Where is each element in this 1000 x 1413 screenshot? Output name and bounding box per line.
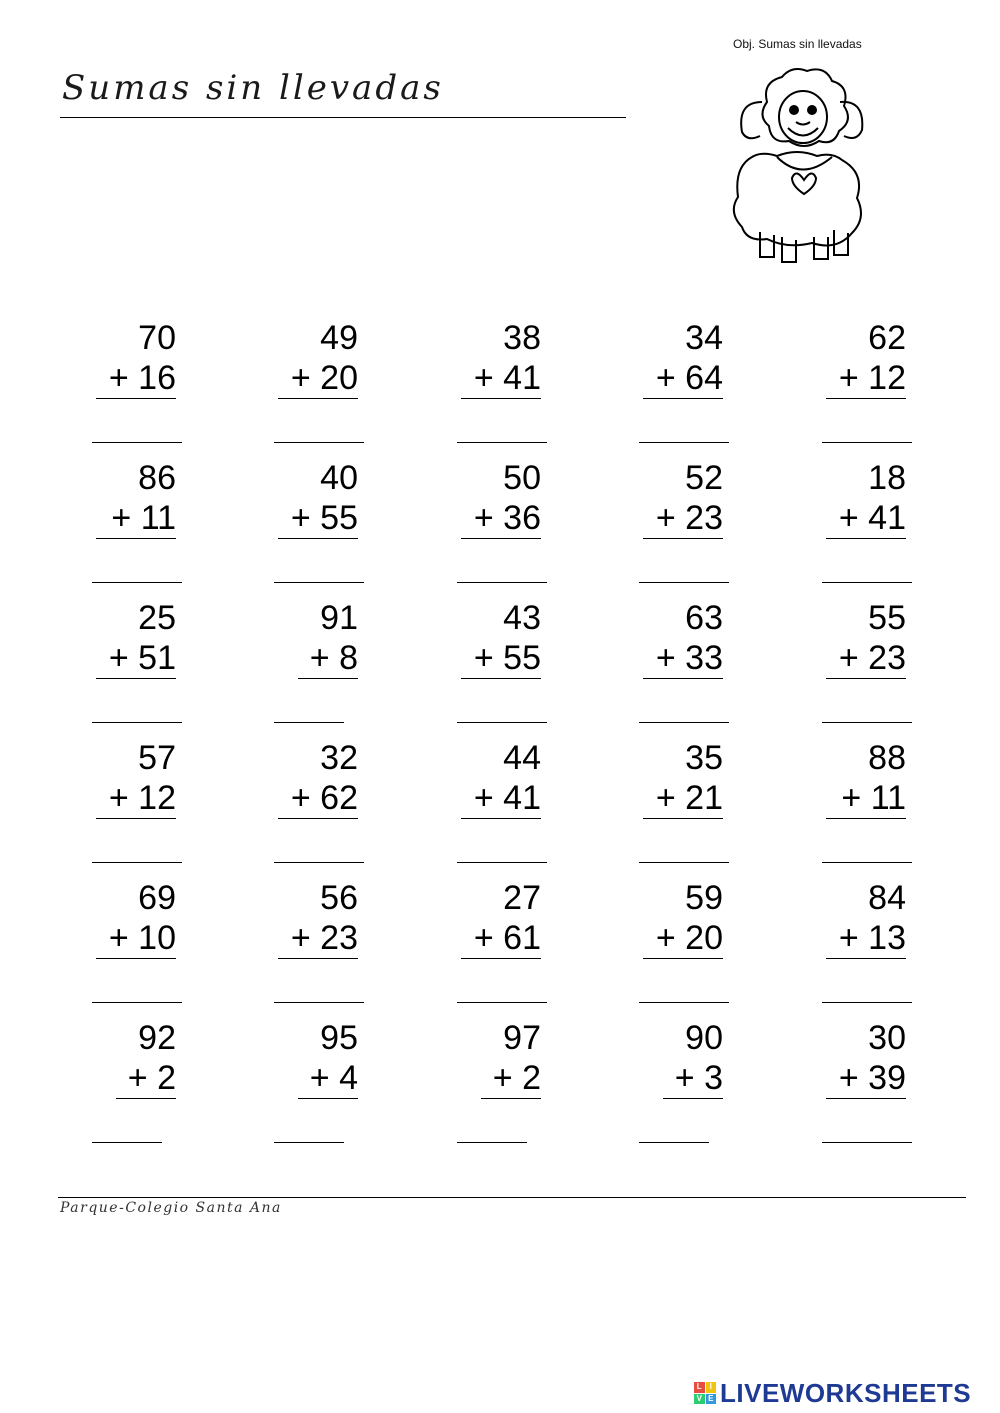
answer-input[interactable] (274, 862, 364, 863)
addend-bottom: + 39 (838, 1059, 906, 1097)
addend-top: 55 (868, 599, 906, 637)
addend-bottom: + 41 (473, 359, 541, 397)
addend-bottom: + 8 (309, 639, 358, 677)
sum-line (461, 398, 541, 399)
addend-top: 91 (320, 599, 358, 637)
addition-problem (421, 458, 541, 598)
addend-top: 59 (685, 879, 723, 917)
addend-bottom: + 36 (473, 499, 541, 537)
addend-bottom: + 10 (108, 919, 176, 957)
addition-problem (421, 1018, 541, 1158)
answer-input[interactable] (457, 722, 547, 723)
addition-problem (238, 878, 358, 1018)
addition-problem (786, 458, 906, 598)
addend-top: 97 (503, 1019, 541, 1057)
addend-bottom: + 4 (309, 1059, 358, 1097)
addend-top: 69 (138, 879, 176, 917)
sum-line (826, 818, 906, 819)
sum-line (461, 538, 541, 539)
answer-input[interactable] (92, 582, 182, 583)
addition-problem (603, 318, 723, 458)
addition-problem (603, 458, 723, 598)
answer-input[interactable] (92, 862, 182, 863)
addend-top: 57 (138, 739, 176, 777)
addition-problem (421, 598, 541, 738)
addition-problem (238, 1018, 358, 1158)
answer-input[interactable] (639, 1002, 729, 1003)
addend-bottom: + 61 (473, 919, 541, 957)
addend-bottom: + 23 (655, 499, 723, 537)
addend-top: 62 (868, 319, 906, 357)
sum-line (461, 818, 541, 819)
addition-problem (421, 878, 541, 1018)
answer-input[interactable] (457, 582, 547, 583)
logo-cell: V (694, 1394, 705, 1405)
sum-line (826, 1098, 906, 1099)
answer-input[interactable] (92, 1002, 182, 1003)
answer-input[interactable] (822, 1142, 912, 1143)
addition-problem (603, 878, 723, 1018)
page-title: Sumas sin llevadas (62, 68, 444, 108)
answer-input[interactable] (274, 582, 364, 583)
answer-input[interactable] (457, 1142, 527, 1143)
sum-line (96, 818, 176, 819)
addition-problem (786, 318, 906, 458)
addition-problem (786, 598, 906, 738)
logo-cell: L (694, 1382, 705, 1393)
addend-top: 95 (320, 1019, 358, 1057)
addend-bottom: + 62 (290, 779, 358, 817)
sum-line (96, 538, 176, 539)
sum-line (826, 398, 906, 399)
answer-input[interactable] (822, 442, 912, 443)
addition-problem (603, 1018, 723, 1158)
school-name: Parque-Colegio Santa Ana (60, 1200, 282, 1216)
sum-line (826, 678, 906, 679)
sum-line (643, 958, 723, 959)
answer-input[interactable] (822, 862, 912, 863)
footer-divider (58, 1197, 966, 1198)
answer-input[interactable] (639, 442, 729, 443)
addend-bottom: + 23 (290, 919, 358, 957)
answer-input[interactable] (274, 1002, 364, 1003)
addition-problem (603, 598, 723, 738)
sum-line (643, 678, 723, 679)
sum-line (116, 1098, 176, 1099)
answer-input[interactable] (639, 722, 729, 723)
objective-label: Obj. Sumas sin llevadas (733, 37, 862, 51)
sum-line (663, 1098, 723, 1099)
brand-text: LIVEWORKSHEETS (720, 1377, 972, 1408)
sheep-illustration (722, 62, 882, 272)
addend-top: 88 (868, 739, 906, 777)
addition-problem (56, 738, 176, 878)
addition-problem (421, 318, 541, 458)
addition-problem (603, 738, 723, 878)
addend-bottom: + 23 (838, 639, 906, 677)
addend-bottom: + 2 (127, 1059, 176, 1097)
addition-problem (56, 318, 176, 458)
answer-input[interactable] (639, 1142, 709, 1143)
answer-input[interactable] (457, 862, 547, 863)
sum-line (643, 398, 723, 399)
answer-input[interactable] (92, 442, 182, 443)
addend-top: 56 (320, 879, 358, 917)
addition-problem (786, 738, 906, 878)
addition-problem (786, 1018, 906, 1158)
answer-input[interactable] (822, 1002, 912, 1003)
addend-top: 52 (685, 459, 723, 497)
addend-top: 43 (503, 599, 541, 637)
liveworksheets-logo-icon (694, 1382, 716, 1404)
answer-input[interactable] (639, 862, 729, 863)
addend-top: 38 (503, 319, 541, 357)
logo-cell: I (706, 1382, 717, 1393)
addend-bottom: + 21 (655, 779, 723, 817)
addend-top: 92 (138, 1019, 176, 1057)
sum-line (643, 818, 723, 819)
addend-top: 34 (685, 319, 723, 357)
addend-bottom: + 51 (108, 639, 176, 677)
addend-bottom: + 11 (111, 499, 176, 537)
addition-problem (238, 458, 358, 598)
sum-line (96, 398, 176, 399)
answer-input[interactable] (457, 442, 547, 443)
addend-bottom: + 13 (838, 919, 906, 957)
addend-bottom: + 41 (473, 779, 541, 817)
answer-input[interactable] (822, 722, 912, 723)
addend-top: 30 (868, 1019, 906, 1057)
sum-line (826, 958, 906, 959)
addend-top: 35 (685, 739, 723, 777)
addend-bottom: + 2 (492, 1059, 541, 1097)
sum-line (278, 538, 358, 539)
addend-bottom: + 11 (841, 779, 906, 817)
addend-bottom: + 12 (838, 359, 906, 397)
addend-top: 32 (320, 739, 358, 777)
addend-bottom: + 64 (655, 359, 723, 397)
addend-top: 27 (503, 879, 541, 917)
sum-line (826, 538, 906, 539)
addend-top: 18 (868, 459, 906, 497)
addition-problem (238, 598, 358, 738)
answer-input[interactable] (639, 582, 729, 583)
addend-bottom: + 20 (290, 359, 358, 397)
addend-bottom: + 20 (655, 919, 723, 957)
addend-top: 49 (320, 319, 358, 357)
addition-problem (56, 598, 176, 738)
sum-line (461, 678, 541, 679)
addition-problem (56, 878, 176, 1018)
answer-input[interactable] (274, 722, 344, 723)
addend-top: 40 (320, 459, 358, 497)
addend-bottom: + 33 (655, 639, 723, 677)
addition-problem (786, 878, 906, 1018)
sum-line (96, 678, 176, 679)
answer-input[interactable] (92, 1142, 162, 1143)
answer-input[interactable] (274, 442, 364, 443)
answer-input[interactable] (92, 722, 182, 723)
addend-top: 44 (503, 739, 541, 777)
sum-line (461, 958, 541, 959)
addition-problem (421, 738, 541, 878)
addend-top: 63 (685, 599, 723, 637)
addend-top: 25 (138, 599, 176, 637)
addend-top: 84 (868, 879, 906, 917)
addend-bottom: + 16 (108, 359, 176, 397)
sum-line (278, 958, 358, 959)
addend-top: 70 (138, 319, 176, 357)
addend-bottom: + 55 (290, 499, 358, 537)
addend-top: 50 (503, 459, 541, 497)
sum-line (298, 678, 358, 679)
liveworksheets-brand[interactable] (694, 1378, 971, 1408)
logo-cell: E (706, 1394, 717, 1405)
sum-line (278, 398, 358, 399)
addition-problem (56, 458, 176, 598)
sum-line (96, 958, 176, 959)
answer-input[interactable] (274, 1142, 344, 1143)
sum-line (481, 1098, 541, 1099)
addend-bottom: + 3 (674, 1059, 723, 1097)
addition-problem (56, 1018, 176, 1158)
answer-input[interactable] (822, 582, 912, 583)
addition-problem (238, 318, 358, 458)
addend-bottom: + 41 (838, 499, 906, 537)
sum-line (643, 538, 723, 539)
addend-top: 90 (685, 1019, 723, 1057)
addend-bottom: + 12 (108, 779, 176, 817)
addition-problem (238, 738, 358, 878)
addend-top: 86 (138, 459, 176, 497)
sum-line (278, 818, 358, 819)
title-underline (60, 117, 626, 118)
answer-input[interactable] (457, 1002, 547, 1003)
addend-bottom: + 55 (473, 639, 541, 677)
sum-line (298, 1098, 358, 1099)
